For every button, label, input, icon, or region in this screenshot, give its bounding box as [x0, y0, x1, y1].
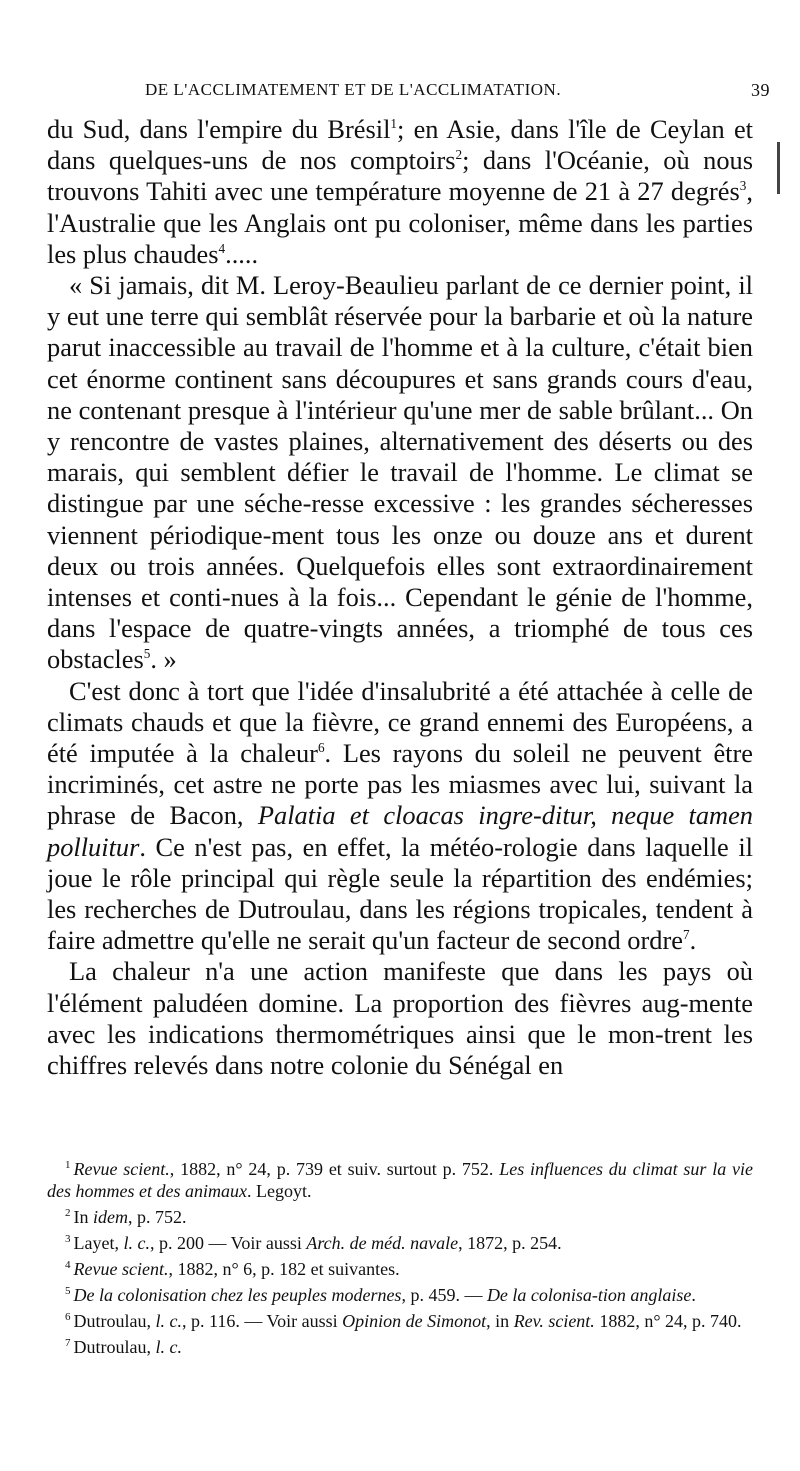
text-run: , 1882, n° 6, p. 182 et suivantes.	[168, 1259, 400, 1279]
text-run: ; en Asie, dans l'île de Ceylan et dans quelques-uns de nos comptoirs	[47, 114, 753, 176]
page-number: 39	[751, 80, 770, 100]
footnote-ref: 4	[218, 241, 226, 257]
latin-quote: Palatia et cloacas ingre-ditur, neque tamen polluitur	[47, 800, 754, 862]
footnote-number: 5	[65, 1285, 71, 1297]
citation-title: Revue scient.	[73, 1259, 169, 1279]
text-run: . »	[150, 644, 177, 675]
paragraph-3	[47, 676, 753, 957]
footnote-number: 1	[65, 1159, 71, 1171]
footnote-ref: 5	[143, 646, 151, 662]
text-run: , 1872, p. 254.	[458, 1233, 562, 1253]
footnote-2	[47, 1202, 753, 1228]
text-run: . Legoyt.	[246, 1181, 312, 1201]
body-text	[47, 114, 753, 1081]
margin-mark	[777, 142, 780, 194]
footnote-ref: 3	[739, 178, 747, 194]
footnote-number: 3	[65, 1233, 71, 1245]
text-run: . Ce n'est pas, en effet, la météo-rologie dans laquelle il joue le rôle principal qui règle seule la répartition des endémies; les recherches de Dutroulau, dans les régions tropicales, tendent à faire admettre qu'elle ne serait qu'un facteur de second ordre	[47, 831, 753, 956]
footnote-ref: 7	[682, 927, 690, 943]
text-run: , in	[486, 1311, 514, 1331]
paragraph-4	[47, 956, 753, 1081]
footnote-ref: 1	[390, 116, 398, 132]
footnote-number: 2	[65, 1207, 71, 1219]
footnote-ref: 2	[455, 147, 463, 163]
text-run: , p. 752.	[128, 1207, 187, 1227]
text-run: « Si jamais, dit M. Leroy-Beaulieu parlant de ce dernier point, il y eut une terre qui semblât réservée pour la barbarie et où la nature parut inaccessible au travail de l'homme et à la culture, c'était bien cet énorme continent sans découpures et sans grands cours d'eau, ne contenant presque à l'intérieur qu'une mer de sable brûlant... On y rencontre de vastes plaines, alternativement des déserts ou des marais, qui semblent défier le travail de l'homme. Le climat se distingue par une séche-resse excessive : les grandes sécheresses viennent périodique-ment tous les onze ou douze ans et durent deux ou trois années. Quelquefois elles sont extraordinairement intenses et conti-nues à la fois... Cependant le génie de l'homme, dans l'espace de quatre-vingts années, a triomphé de tous ces obstacles	[47, 270, 753, 675]
footnote-1	[47, 1154, 753, 1202]
citation-title: De la colonisa-tion anglaise	[486, 1285, 692, 1305]
text-run: , p. 200 — Voir aussi	[149, 1233, 307, 1253]
text-run: , p. 116. — Voir aussi	[181, 1311, 343, 1331]
text-run: .....	[225, 238, 259, 269]
footnote-number: 7	[65, 1337, 71, 1349]
citation-title: l. c.	[155, 1311, 182, 1331]
footnote-number: 6	[65, 1311, 71, 1323]
text-run: du Sud, dans l'empire du Brésil	[47, 114, 391, 144]
citation-title: Les influences du climat sur la vie des hommes et des animaux	[47, 1159, 753, 1201]
text-run: 1882, n° 24, p. 740.	[594, 1311, 742, 1331]
citation-title: l. c.	[123, 1233, 150, 1253]
text-run: .	[689, 925, 697, 956]
paragraph-2-quotation	[47, 270, 753, 676]
text-run: Dutroulau,	[73, 1311, 156, 1331]
page-header	[145, 80, 770, 104]
citation-title: Opinion de Simonot	[342, 1311, 487, 1331]
footnote-5	[47, 1280, 753, 1306]
footnote-4	[47, 1254, 753, 1280]
paragraph-1	[47, 114, 753, 270]
footnote-ref: 6	[317, 740, 325, 756]
citation-title: De la colonisation chez les peuples modernes	[73, 1285, 402, 1305]
citation-title: Rev. scient.	[513, 1311, 595, 1331]
text-run: .	[691, 1285, 696, 1305]
text-run: Layet,	[73, 1233, 124, 1253]
text-run: ; dans l'Océanie, où nous trouvons Tahiti avec une température moyenne de 21 à 27 degrés	[47, 145, 753, 207]
footnote-6	[47, 1306, 753, 1332]
citation-title: idem	[93, 1207, 128, 1227]
footnote-3	[47, 1228, 753, 1254]
running-title: DE L'ACCLIMATEMENT ET DE L'ACCLIMATATION.	[145, 80, 562, 99]
footnote-7	[47, 1332, 753, 1358]
footnotes	[47, 1154, 753, 1358]
text-run: Dutroulau,	[73, 1337, 156, 1357]
citation-title: Arch. de méd. navale	[306, 1233, 459, 1253]
text-run: . Les rayons du soleil ne peuvent être incriminés, cet astre ne porte pas les miasmes avec lui, suivant la phrase de Bacon,	[47, 738, 753, 831]
footnote-number: 4	[65, 1259, 71, 1271]
text-run: La chaleur n'a une action manifeste que dans les pays où l'élément paludéen domine. La proportion des fièvres aug-mente avec les indications thermométriques ainsi que le mon-trent les chiffres relevés dans notre colonie du Sénégal en	[47, 956, 753, 1081]
text-run: , p. 459. —	[401, 1285, 487, 1305]
text-run: In	[73, 1207, 93, 1227]
text-run: , 1882, n° 24, p. 739 et suiv. surtout p. 752.	[169, 1159, 500, 1179]
text-run: , l'Australie que les Anglais ont pu coloniser, même dans les parties les plus chaudes	[47, 176, 753, 269]
citation-title: Revue scient.	[73, 1159, 170, 1179]
text-run: C'est donc à tort que l'idée d'insalubrité a été attachée à celle de climats chauds et que la fièvre, ce grand ennemi des Européens, a été imputée à la chaleur	[47, 675, 753, 769]
citation-title: l. c.	[155, 1337, 182, 1357]
